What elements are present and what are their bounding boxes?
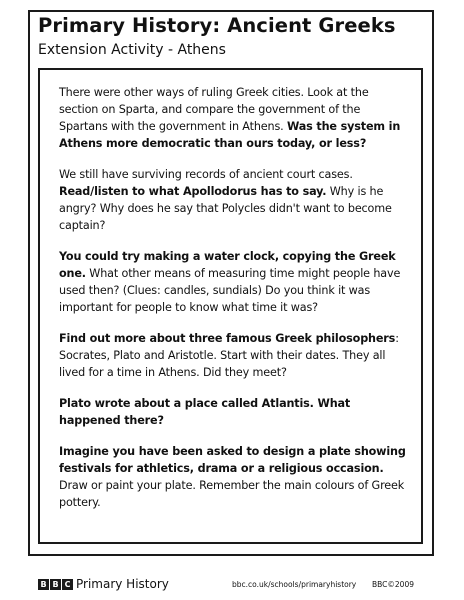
text-run: What other means of measuring time might people have used then? (Clues: candles, sundials) Do you think it was important for people to know what time it was? xyxy=(59,267,401,314)
page-subtitle: Extension Activity - Athens xyxy=(38,42,226,58)
text-run: : Socrates, Plato and Aristotle. Start with their dates. They all lived for a time in Athens. Did they meet? xyxy=(59,332,399,379)
footer-url: bbc.co.uk/schools/primaryhistory xyxy=(232,580,357,589)
paragraph-philosophers xyxy=(59,330,409,381)
page-title: Primary History: Ancient Greeks xyxy=(38,14,396,37)
text-run-bold: Find out more about three famous Greek philosophers xyxy=(59,332,396,345)
logo-block: B xyxy=(50,579,61,590)
text-run-bold: Plato wrote about a place called Atlantis. What happened there? xyxy=(59,397,351,427)
text-run-bold: Imagine you have been asked to design a plate showing festivals for athletics, drama or a religious occasion. xyxy=(59,445,406,475)
paragraph-atlantis xyxy=(59,395,409,429)
paragraph-court-cases xyxy=(59,166,409,234)
logo-block: B xyxy=(38,579,49,590)
paragraph-plate-design xyxy=(59,443,409,511)
text-run: Why is he angry? Why does he say that Polycles didn't want to become captain? xyxy=(59,185,392,232)
text-run: We still have surviving records of ancient court cases. xyxy=(59,168,353,181)
text-run-bold: Read/listen to what Apollodorus has to say. xyxy=(59,185,327,198)
footer-brand: Primary History xyxy=(76,577,169,591)
logo-block: C xyxy=(62,579,73,590)
text-run-bold: You could try making a water clock, copying the Greek one. xyxy=(59,250,396,280)
page-footer xyxy=(28,576,434,594)
bbc-logo xyxy=(38,579,73,590)
text-run: Draw or paint your plate. Remember the main colours of Greek pottery. xyxy=(59,479,405,509)
paragraph-government xyxy=(59,84,409,152)
text-run: There were other ways of ruling Greek cities. Look at the section on Sparta, and compare the government of the Spartans with the government in Athens. xyxy=(59,86,369,133)
text-run-bold: Was the system in Athens more democratic than ours today, or less? xyxy=(59,120,401,150)
paragraph-water-clock xyxy=(59,248,409,316)
footer-copyright: BBC©2009 xyxy=(372,580,414,589)
activity-box xyxy=(38,68,423,544)
